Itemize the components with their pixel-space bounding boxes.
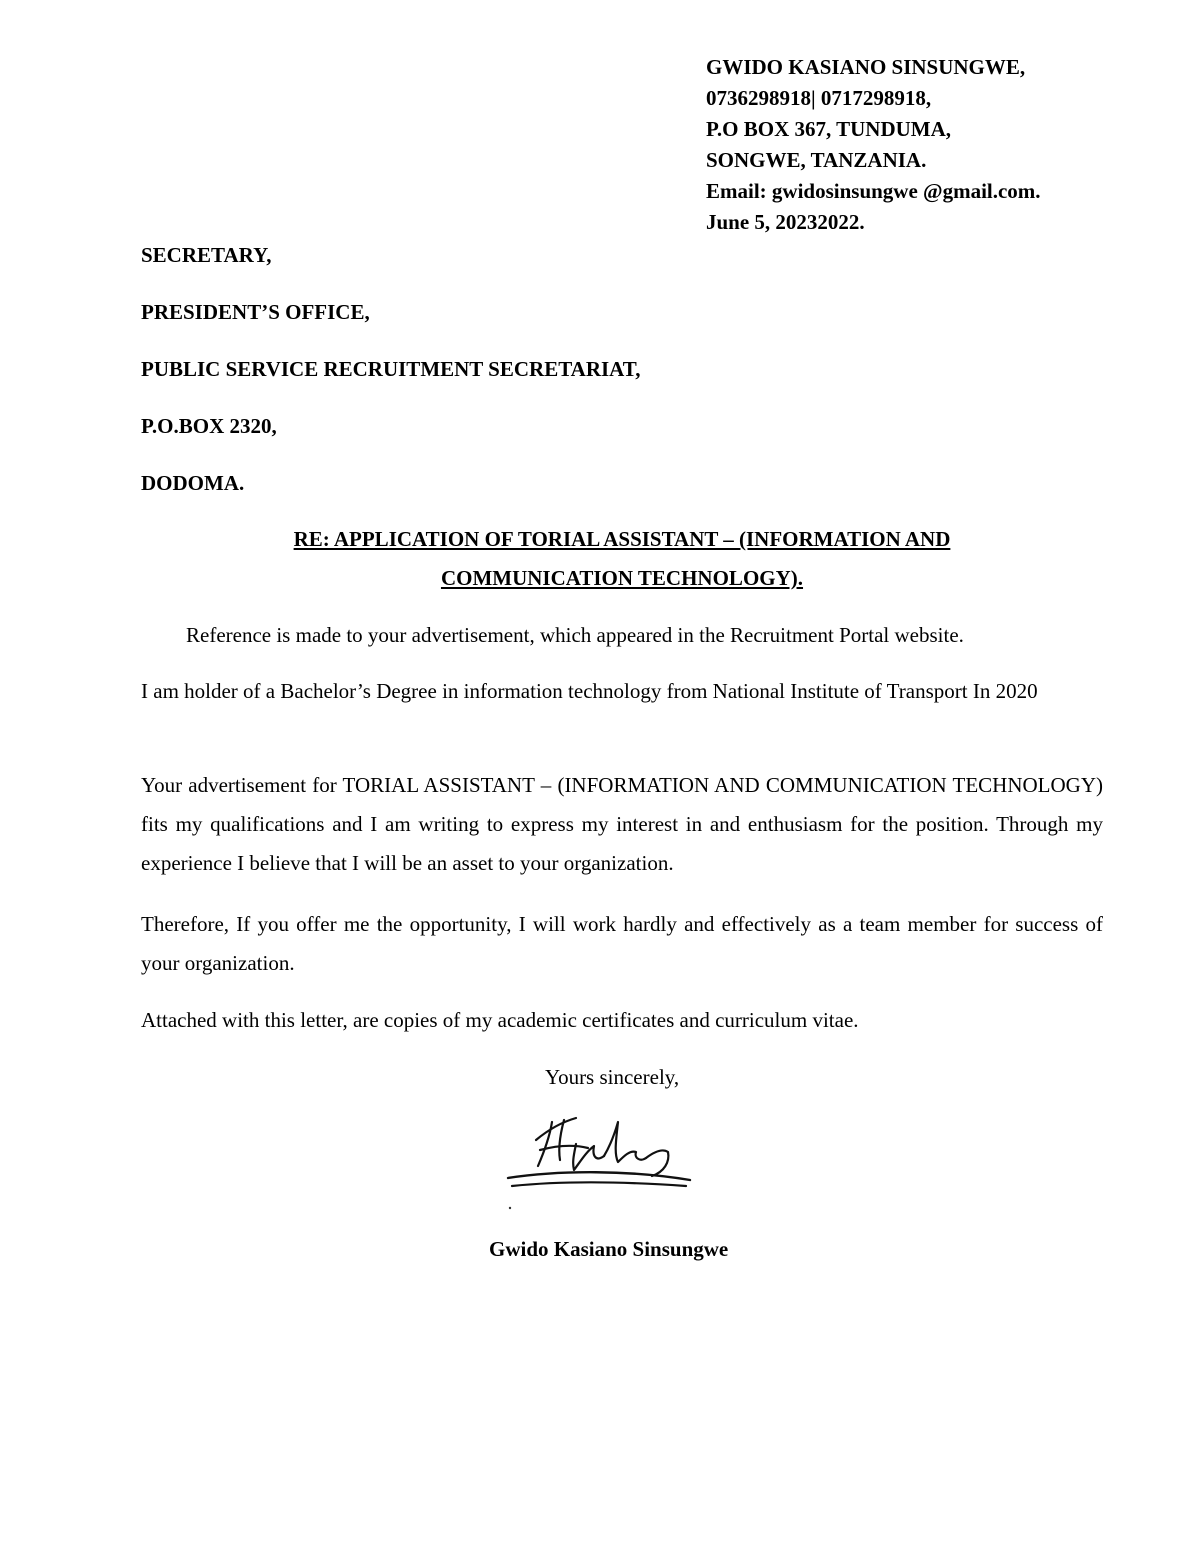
- sender-region: SONGWE, TANZANIA.: [706, 148, 927, 172]
- body-paragraph-attachments: Attached with this letter, are copies of my academic certificates and curriculum vitae.: [141, 1008, 859, 1032]
- sender-phones: 0736298918| 0717298918,: [706, 86, 932, 110]
- recipient-office: PRESIDENT’S OFFICE,: [141, 300, 370, 324]
- subject-line-2: COMMUNICATION TECHNOLOGY).: [440, 566, 804, 590]
- recipient-city: DODOMA.: [141, 471, 245, 495]
- body-paragraph-interest: Your advertisement for TORIAL ASSISTANT – (INFORMATION AND COMMUNICATION TECHNOLOGY) fits my qualifications and I am writing to express my interest in and enthusiasm for the position. Through my experience I believe that I will be an asset to your organization.: [141, 773, 1103, 875]
- sender-po-box: P.O BOX 367, TUNDUMA,: [706, 117, 952, 141]
- sender-address-block: [706, 52, 1041, 238]
- subject-line-1: RE: APPLICATION OF TORIAL ASSISTANT – (INFORMATION AND: [293, 527, 951, 551]
- recipient-department: PUBLIC SERVICE RECRUITMENT SECRETARIAT,: [141, 357, 641, 381]
- recipient-po-box: P.O.BOX 2320,: [141, 414, 277, 438]
- signer-name: Gwido Kasiano Sinsungwe: [489, 1237, 729, 1261]
- sender-email: Email: gwidosinsungwe @gmail.com.: [706, 179, 1041, 203]
- body-paragraph-reference: Reference is made to your advertisement, which appeared in the Recruitment Portal website.: [186, 623, 964, 647]
- handwritten-signature-icon: [500, 1100, 700, 1210]
- body-paragraph-commitment: Therefore, If you offer me the opportunity, I will work hardly and effectively as a team member for success of your organization.: [141, 912, 1103, 975]
- recipient-title: SECRETARY,: [141, 243, 272, 267]
- letter-date: June 5, 20232022.: [706, 210, 865, 234]
- sender-name: GWIDO KASIANO SINSUNGWE,: [706, 55, 1026, 79]
- subject-heading: [141, 520, 1103, 598]
- recipient-address-block: [141, 238, 640, 523]
- body-paragraph-degree: I am holder of a Bachelor’s Degree in information technology from National Institute of Transport In 2020: [141, 679, 1038, 703]
- closing-salutation: Yours sincerely,: [545, 1065, 680, 1089]
